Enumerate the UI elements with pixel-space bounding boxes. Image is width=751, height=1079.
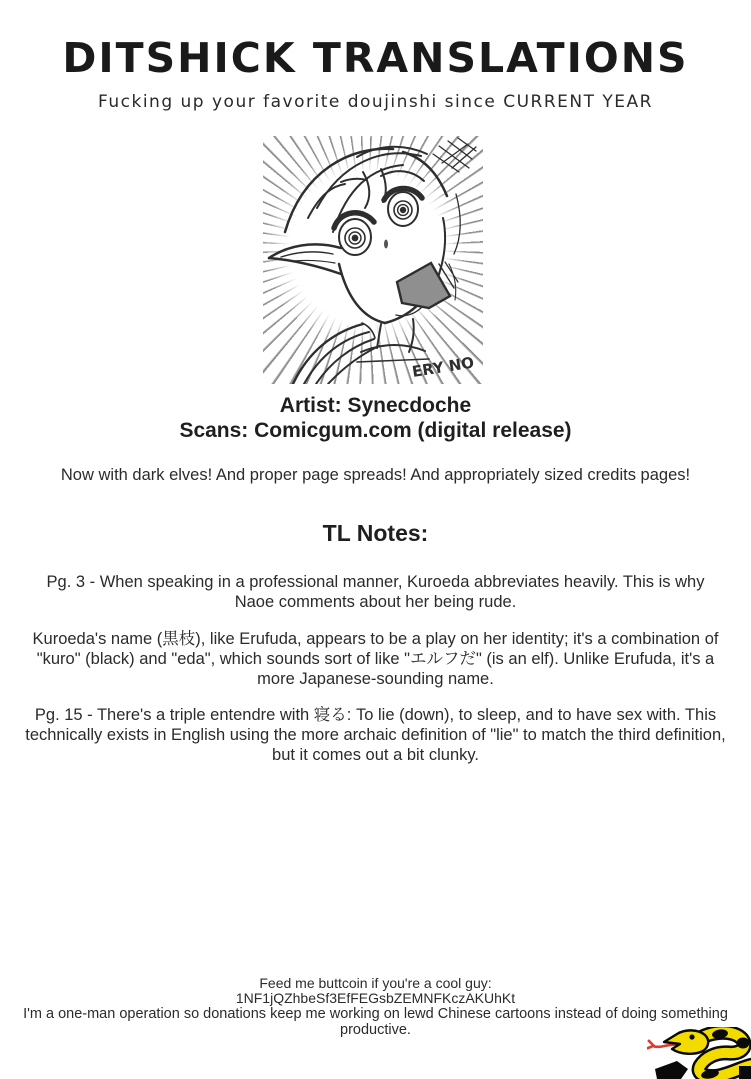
page-subtitle: Fucking up your favorite doujinshi since CURRENT YEAR: [98, 92, 653, 112]
bitcoin-address: 1NF1jQZhbeSf3EfFEGsbZEMNFKczAKUhKt: [235, 990, 516, 1006]
donation-note: I'm a one-man operation so donations keep me working on lewd Chinese cartoons instead of doing something productive.: [23, 1006, 728, 1038]
tl-note: Pg. 3 - When speaking in a professional manner, Kuroeda abbreviates heavily. This is why Naoe comments about her being rude.: [46, 573, 705, 611]
update-note: Now with dark elves! And proper page spreads! And appropriately sized credits pages!: [60, 466, 691, 484]
tl-note: Kuroeda's name (黒枝), like Erufuda, appears to be a play on her identity; it's a combination of "kuro" (black) and "eda", which sounds sort of like "エルフだ" (is an elf). Unlike Erufuda, it's a more Japanese-sounding name.: [32, 630, 719, 688]
panel-caption-text: ERY NO: [410, 353, 476, 381]
page-title: DITSHICK TRANSLATIONS: [62, 34, 689, 82]
tl-note: Pg. 15 - There's a triple entendre with 寝る: To lie (down), to sleep, and to have sex with. This technically exists in English using the more archaic definition of "lie" to match the third definition, but it comes out a bit clunky.: [25, 706, 726, 764]
donation-callout: Feed me buttcoin if you're a cool guy:: [259, 975, 492, 991]
manga-panel: [263, 136, 483, 384]
tl-notes-heading: TL Notes:: [322, 520, 429, 546]
elf-illustration: [263, 136, 483, 384]
snake-pixel-art-icon: [647, 1027, 751, 1079]
artist-line: Artist: Synecdoche: [279, 394, 472, 417]
scans-line: Scans: Comicgum.com (digital release): [179, 419, 572, 442]
